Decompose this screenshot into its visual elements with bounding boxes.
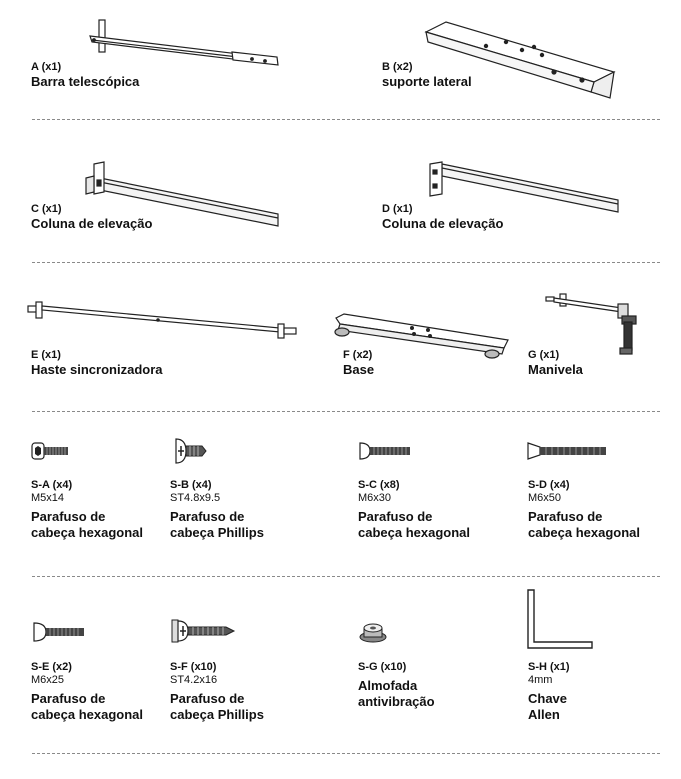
hardware-name: antivibração	[358, 694, 435, 709]
hardware-name: cabeça hexagonal	[528, 525, 640, 540]
hardware-spec: ST4.8x9.5	[170, 492, 221, 504]
part-code: C (x1)	[31, 203, 62, 215]
hardware-code: S-D (x4)	[528, 479, 570, 491]
part-name: Coluna de elevação	[31, 216, 153, 231]
hardware-spec: M5x14	[31, 492, 65, 504]
hardware-name: Parafuso de	[31, 691, 106, 706]
part-name: Base	[343, 362, 375, 377]
hardware-name: cabeça hexagonal	[358, 525, 470, 540]
part-code: G (x1)	[528, 349, 560, 361]
hex-socket-screw-icon	[32, 622, 86, 642]
part-code: D (x1)	[382, 203, 413, 215]
part-name: suporte lateral	[382, 74, 472, 89]
allen-key-icon	[526, 588, 596, 652]
hardware-name: Parafuso de	[170, 509, 245, 524]
hardware-code: S-B (x4)	[170, 479, 212, 491]
anti-vibration-pad-icon	[358, 620, 388, 644]
part-name: Barra telescópica	[31, 74, 140, 89]
part-code: E (x1)	[31, 349, 61, 361]
part-code: A (x1)	[31, 61, 62, 73]
part-code: F (x2)	[343, 349, 373, 361]
hex-socket-screw-icon	[32, 442, 70, 460]
hex-socket-screw-icon	[358, 442, 412, 460]
hardware-name: Allen	[528, 707, 560, 722]
hardware-name: cabeça Phillips	[170, 525, 264, 540]
hardware-name: Chave	[528, 691, 568, 706]
phillips-flange-screw-icon	[172, 618, 236, 644]
part-name: Haste sincronizadora	[31, 362, 163, 377]
hardware-code: S-E (x2)	[31, 661, 72, 673]
hardware-name: cabeça hexagonal	[31, 707, 143, 722]
part-name: Manivela	[528, 362, 583, 377]
hardware-name: Almofada	[358, 678, 418, 693]
hardware-code: S-G (x10)	[358, 661, 407, 673]
part-code: B (x2)	[382, 61, 413, 73]
hardware-name: cabeça Phillips	[170, 707, 264, 722]
section-divider	[32, 576, 660, 577]
part-name: Coluna de elevação	[382, 216, 504, 231]
hardware-code: S-F (x10)	[170, 661, 217, 673]
hardware-code: S-H (x1)	[528, 661, 570, 673]
hardware-spec: 4mm	[528, 674, 553, 686]
hardware-name: Parafuso de	[170, 691, 245, 706]
hardware-spec: ST4.2x16	[170, 674, 218, 686]
hardware-code: S-C (x8)	[358, 479, 400, 491]
section-divider	[32, 262, 660, 263]
hardware-name: cabeça hexagonal	[31, 525, 143, 540]
hardware-name: Parafuso de	[31, 509, 106, 524]
section-divider	[32, 753, 660, 754]
hardware-code: S-A (x4)	[31, 479, 73, 491]
hardware-name: Parafuso de	[528, 509, 603, 524]
hardware-name: Parafuso de	[358, 509, 433, 524]
hardware-spec: M6x25	[31, 674, 65, 686]
phillips-screw-icon	[172, 438, 208, 464]
hardware-spec: M6x50	[528, 492, 562, 504]
sync-rod-icon	[28, 298, 300, 342]
section-divider	[32, 119, 660, 120]
countersunk-screw-icon	[528, 442, 608, 460]
hardware-spec: M6x30	[358, 492, 392, 504]
section-divider	[32, 411, 660, 412]
